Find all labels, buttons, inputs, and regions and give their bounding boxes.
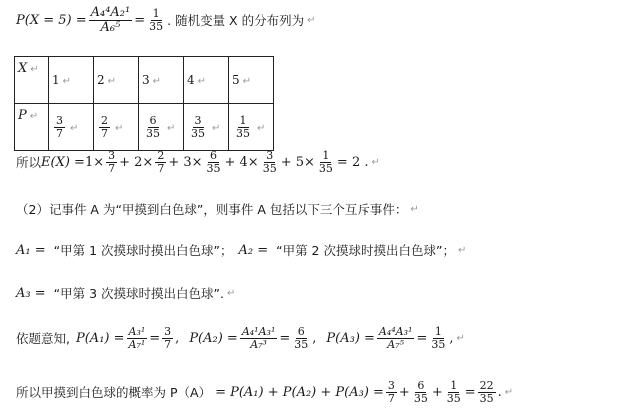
expectation-lhs: E(X) =: [41, 154, 85, 170]
term-coef: + 5×: [280, 154, 315, 170]
paragraph-mark-icon: ↵: [504, 386, 514, 398]
p-x5-result: [147, 8, 165, 32]
distribution-table: [14, 56, 274, 151]
probabilities-prefix: 依题意知,: [16, 331, 70, 347]
paragraph-mark-icon: ↵: [307, 14, 316, 26]
table-cell: $\frac{6}{35}$ ↵: [139, 104, 184, 151]
event-a2-symbol: A₂ =: [238, 242, 269, 258]
probabilities-line: 依题意知, P(A₁) = $\frac{\text{A₃¹}}{\text{A₇¹}}$ = $\frac{3}{7}$ , P(A₂) = $\frac{\text{A₄¹A₃¹}}{\text{A₇³}}$ = $\frac{6}{35}$ , P(A₃) = $\frac{\text{A₄⁴A₃¹}}{\text{A₇⁵}}$ = $\frac{1}{35}$ , ↵: [16, 325, 465, 351]
term-fraction: $\frac{1}{35}$: [318, 149, 333, 175]
event-a1-symbol: A₁ =: [16, 242, 46, 258]
event-a1-text: “甲第 1 次摸球时摸出白色球”；: [53, 243, 233, 258]
expectation-prefix: 所以: [16, 155, 42, 171]
paragraph-mark-icon: ↵: [410, 203, 419, 215]
final-fraction-2: $\frac{6}{35}$: [413, 379, 428, 405]
p-a2-lhs: P(A₂) =: [189, 330, 238, 346]
final-end: .: [497, 384, 502, 400]
events-a1-a2-line: [16, 241, 466, 259]
term-coef: + 2×: [119, 154, 154, 170]
p-a1-result: $\frac{3}{7}$: [164, 325, 172, 351]
term-fraction: $\frac{3}{7}$: [108, 149, 116, 175]
part2-line: [16, 200, 419, 218]
term-coef: + 3×: [168, 154, 203, 170]
distribution-intro-text: . 随机变量 X 的分布列为: [167, 13, 305, 29]
table-cell: $\frac{2}{7}$ ↵: [94, 104, 139, 151]
final-expression: = P(A₁) + P(A₂) + P(A₃) =: [215, 384, 384, 400]
p-a3-fraction: $\frac{\text{A₄⁴A₃¹}}{\text{A₇⁵}}$: [378, 325, 413, 351]
p-a2-fraction: $\frac{\text{A₄¹A₃¹}}{\text{A₇³}}$: [241, 325, 276, 351]
expectation-line: [16, 150, 380, 174]
row-label-x: X ↵: [15, 57, 49, 104]
table-cell: 4 ↵: [184, 57, 229, 104]
p-a1-lhs: P(A₁) =: [75, 330, 125, 346]
term-fraction: $\frac{2}{7}$: [157, 149, 165, 175]
table-cell: 3 ↵: [139, 57, 184, 104]
line-p-x5: [16, 6, 316, 34]
table-row: [15, 104, 274, 151]
table-cell: 2 ↵: [94, 57, 139, 104]
part2-text: （2）记事件 A 为“甲摸到白色球”，则事件 A 包括以下三个互斥事件：: [16, 202, 408, 217]
final-prefix: 所以甲摸到白色球的概率为 P（A）: [16, 385, 212, 401]
paragraph-mark-icon: ↵: [457, 244, 467, 256]
final-result: $\frac{22}{35}$: [479, 379, 494, 405]
event-a3-line: [16, 284, 235, 302]
final-fraction-3: $\frac{1}{35}$: [446, 379, 461, 405]
p-a2-result: $\frac{6}{35}$: [294, 325, 309, 351]
event-a3-text: “甲第 3 次摸球时摸出白色球”.: [53, 286, 224, 301]
term-fraction: $\frac{6}{35}$: [206, 149, 221, 175]
table-row: [15, 57, 274, 104]
event-a3-symbol: A₃ =: [16, 285, 46, 301]
table-cell: 5 ↵: [229, 57, 274, 104]
paragraph-mark-icon: ↵: [226, 287, 236, 299]
table-cell: $\frac{3}{7}$ ↵: [49, 104, 94, 151]
term-fraction: $\frac{3}{35}$: [262, 149, 277, 175]
paragraph-mark-icon: ↵: [371, 156, 380, 168]
p-a3-lhs: P(A₃) =: [326, 330, 375, 346]
equals-sign: =: [134, 12, 146, 28]
row-label-p: P ↵: [15, 104, 49, 151]
fraction-denominator: 35: [149, 19, 164, 33]
table-cell: $\frac{1}{35}$ ↵: [229, 104, 274, 151]
final-fraction-1: $\frac{3}{7}$: [387, 379, 395, 405]
paragraph-mark-icon: ↵: [456, 332, 465, 344]
fraction-numerator: 1: [152, 7, 160, 21]
event-a2-text: “甲第 2 次摸球时摸出白色球”；: [276, 243, 455, 258]
expectation-result: = 2 .: [336, 154, 369, 170]
table-cell: $\frac{3}{35}$ ↵: [184, 104, 229, 151]
p-a3-result: $\frac{1}{35}$: [431, 325, 446, 351]
p-x5-lhs: P(X = 5) =: [16, 12, 87, 28]
final-line: 所以甲摸到白色球的概率为 P（A） = P(A₁) + P(A₂) + P(A₃) = $\frac{3}{7}$ + $\frac{6}{35}$ + $\frac{1}{35}$ = $\frac{22}{35}$ . ↵: [16, 379, 514, 405]
p-a1-fraction: $\frac{\text{A₃¹}}{\text{A₇¹}}$: [128, 325, 146, 351]
p-x5-fraction: [89, 6, 133, 34]
term-coef: + 4×: [224, 154, 259, 170]
fraction-numerator: A₄⁴A₂¹: [90, 5, 131, 20]
fraction-denominator: A₆⁵: [100, 19, 121, 35]
table-cell: 1 ↵: [49, 57, 94, 104]
term-coef: 1×: [84, 154, 105, 170]
